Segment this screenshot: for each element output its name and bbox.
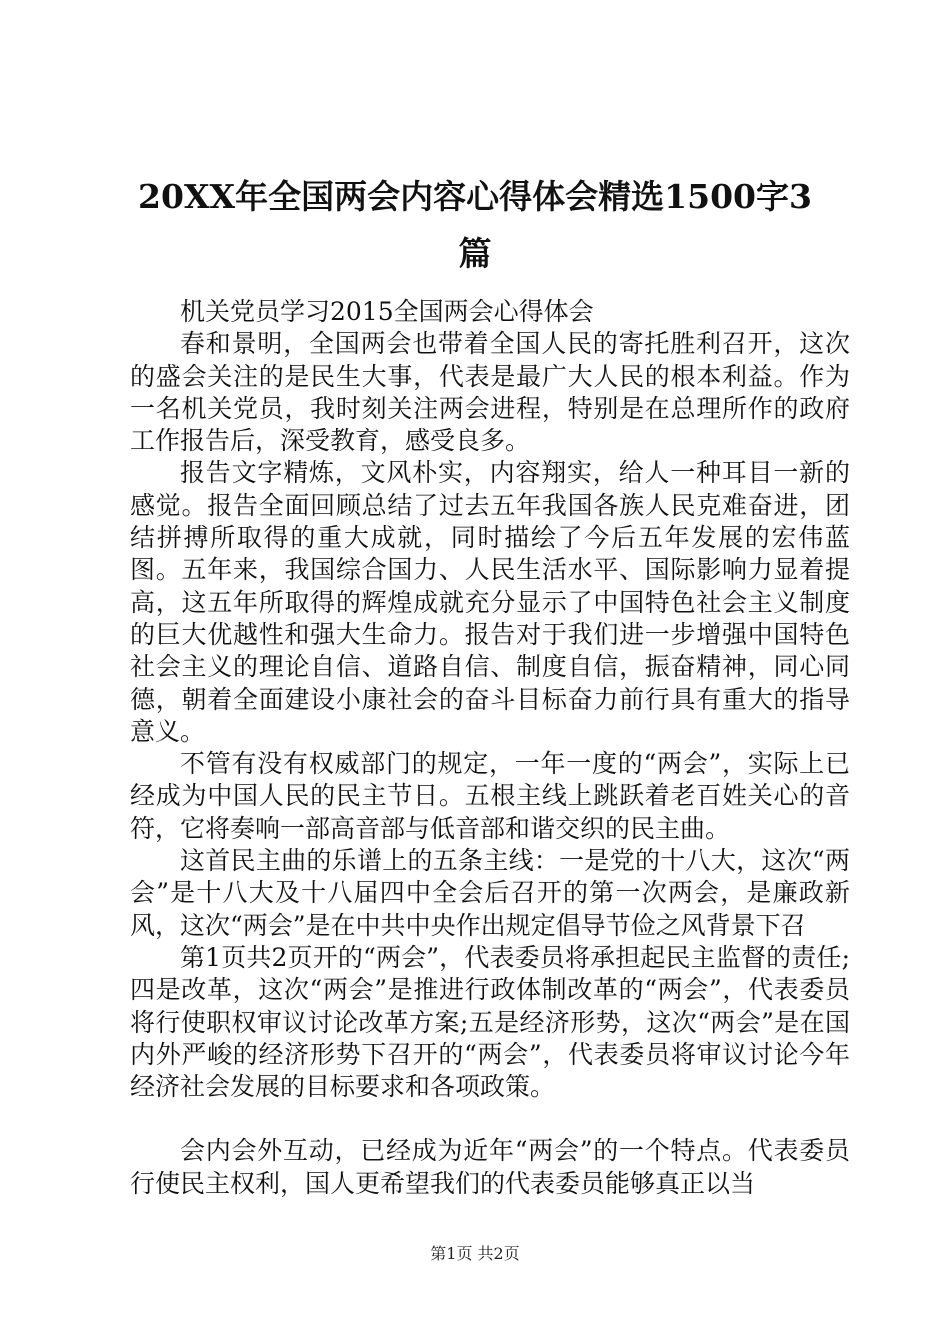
document-title-line-2: 篇 xyxy=(458,234,492,273)
paragraph-6: 会内会外互动，已经成为近年“两会”的一个特点。代表委员行使民主权利，国人更希望我们的代表委员能够真正以当 xyxy=(130,1136,850,1198)
document-subtitle: 机关党员学习2015全国两会心得体会 xyxy=(180,297,594,326)
paragraph-2: 报告文字精炼，文风朴实，内容翔实，给人一种耳目一新的感觉。报告全面回顾总结了过去五年我国各族人民克难奋进，团结拼搏所取得的重大成就，同时描绘了今后五年发展的宏伟蓝图。五年来，我国综合国力、人民生活水平、国际影响力显着提高，这五年所取得的辉煌成就充分显示了中国特色社会主义制度的巨大优越性和强大生命力。报告对于我们进一步增强中国特色社会主义的理论自信、道路自信、制度自信，振奋精神，同心同德，朝着全面建设小康社会的奋斗目标奋力前行具有重大的指导意义。 xyxy=(130,458,850,746)
document-title xyxy=(110,168,840,282)
page-footer: 第1页 共2页 xyxy=(430,1244,520,1263)
document-body xyxy=(130,296,850,1200)
paragraph-5: 第1页共2页开的“两会”，代表委员将承担起民主监督的责任;四是改革，这次“两会”是推进行政体制改革的“两会”，代表委员将行使职权审议讨论改革方案;五是经济形势，这次“两会”是在国内外严峻的经济形势下召开的“两会”，代表委员将审议讨论今年经济社会发展的目标要求和各项政策。 xyxy=(130,942,850,1102)
paragraph-1: 春和景明，全国两会也带着全国人民的寄托胜利召开，这次的盛会关注的是民生大事，代表是最广大人民的根本利益。作为一名机关党员，我时刻关注两会进程，特别是在总理所作的政府工作报告后，深受教育，感受良多。 xyxy=(130,329,850,456)
paragraph-3: 不管有没有权威部门的规定，一年一度的“两会”，实际上已经成为中国人民的民主节日。五根主线上跳跃着老百姓关心的音符，它将奏响一部高音部与低音部和谐交织的民主曲。 xyxy=(130,749,850,843)
paragraph-4: 这首民主曲的乐谱上的五条主线：一是党的十八大，这次“两会”是十八大及十八届四中全会后召开的第一次两会，是廉政新风，这次“两会”是在中共中央作出规定倡导节俭之风背景下召 xyxy=(130,846,850,940)
document-title-line-1: 20XX年全国两会内容心得体会精选1500字3 xyxy=(138,177,812,216)
paragraph-spacer xyxy=(130,1103,850,1135)
